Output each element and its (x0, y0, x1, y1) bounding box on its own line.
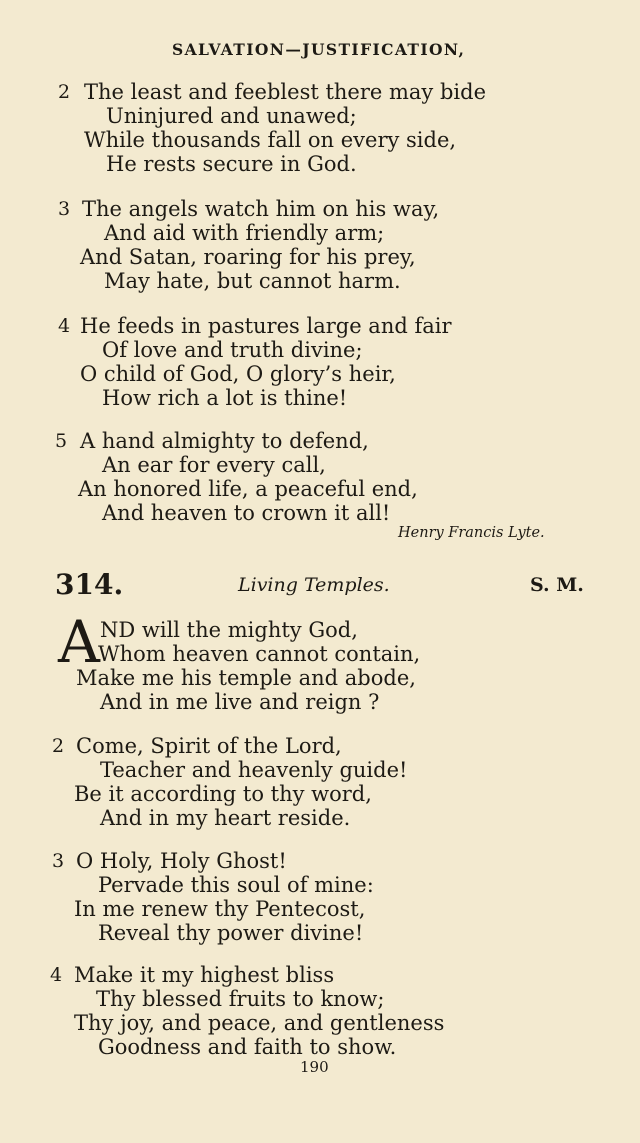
verse-line: He feeds in pastures large and fair (80, 314, 452, 338)
stanza-number: 3 (52, 850, 65, 872)
verse-line: Teacher and heavenly guide! (100, 758, 408, 782)
verse-line: Thy blessed fruits to know; (96, 987, 385, 1011)
verse-line: Make me his temple and abode, (76, 666, 416, 690)
verse-line: A hand almighty to defend, (80, 429, 369, 453)
verse-line: ND will the mighty God, (100, 618, 358, 642)
verse-line: Whom heaven cannot contain, (98, 642, 421, 666)
verse-line: While thousands fall on every side, (84, 128, 457, 152)
hymn-title: Living Temples. (238, 574, 390, 596)
hymn-meter: S. M. (530, 574, 584, 596)
verse-line: Make it my highest bliss (74, 963, 335, 987)
verse-line: Come, Spirit of the Lord, (76, 734, 342, 758)
verse-line: Be it according to thy word, (74, 782, 372, 806)
verse-line: And heaven to crown it all! (102, 501, 391, 525)
stanza-number: 2 (58, 81, 71, 103)
verse-line: Uninjured and unawed; (106, 104, 357, 128)
verse-line: How rich a lot is thine! (102, 386, 348, 410)
verse-line: The angels watch him on his way, (82, 197, 440, 221)
verse-line: Thy joy, and peace, and gentleness (74, 1011, 445, 1035)
stanza-number: 2 (52, 735, 65, 757)
drop-cap: A (58, 608, 100, 676)
verse-line: And Satan, roaring for his prey, (80, 245, 416, 269)
author-attribution: Henry Francis Lyte. (398, 525, 545, 541)
verse-line: Goodness and faith to show. (98, 1035, 397, 1059)
verse-line: The least and feeblest there may bide (84, 80, 486, 104)
stanza-number: 3 (58, 198, 71, 220)
verse-line: Pervade this soul of mine: (98, 873, 374, 897)
running-head: SALVATION—JUSTIFICATION, (172, 40, 466, 59)
verse-line: In me renew thy Pentecost, (74, 897, 366, 921)
page-number: 190 (300, 1058, 329, 1076)
verse-line: And in me live and reign ? (100, 690, 380, 714)
verse-line: An honored life, a peaceful end, (78, 477, 418, 501)
verse-line: And aid with friendly arm; (104, 221, 385, 245)
verse-line: O child of God, O glory’s heir, (80, 362, 396, 386)
verse-line: And in my heart reside. (100, 806, 351, 830)
verse-line: Reveal thy power divine! (98, 921, 364, 945)
hymn-number: 314. (55, 568, 124, 601)
verse-line: O Holy, Holy Ghost! (76, 849, 287, 873)
verse-line: May hate, but cannot harm. (104, 269, 401, 293)
verse-line: Of love and truth divine; (102, 338, 363, 362)
stanza-number: 4 (50, 964, 63, 986)
verse-line: An ear for every call, (102, 453, 326, 477)
verse-line: He rests secure in God. (106, 152, 357, 176)
stanza-number: 5 (55, 430, 68, 452)
stanza-number: 4 (58, 315, 71, 337)
